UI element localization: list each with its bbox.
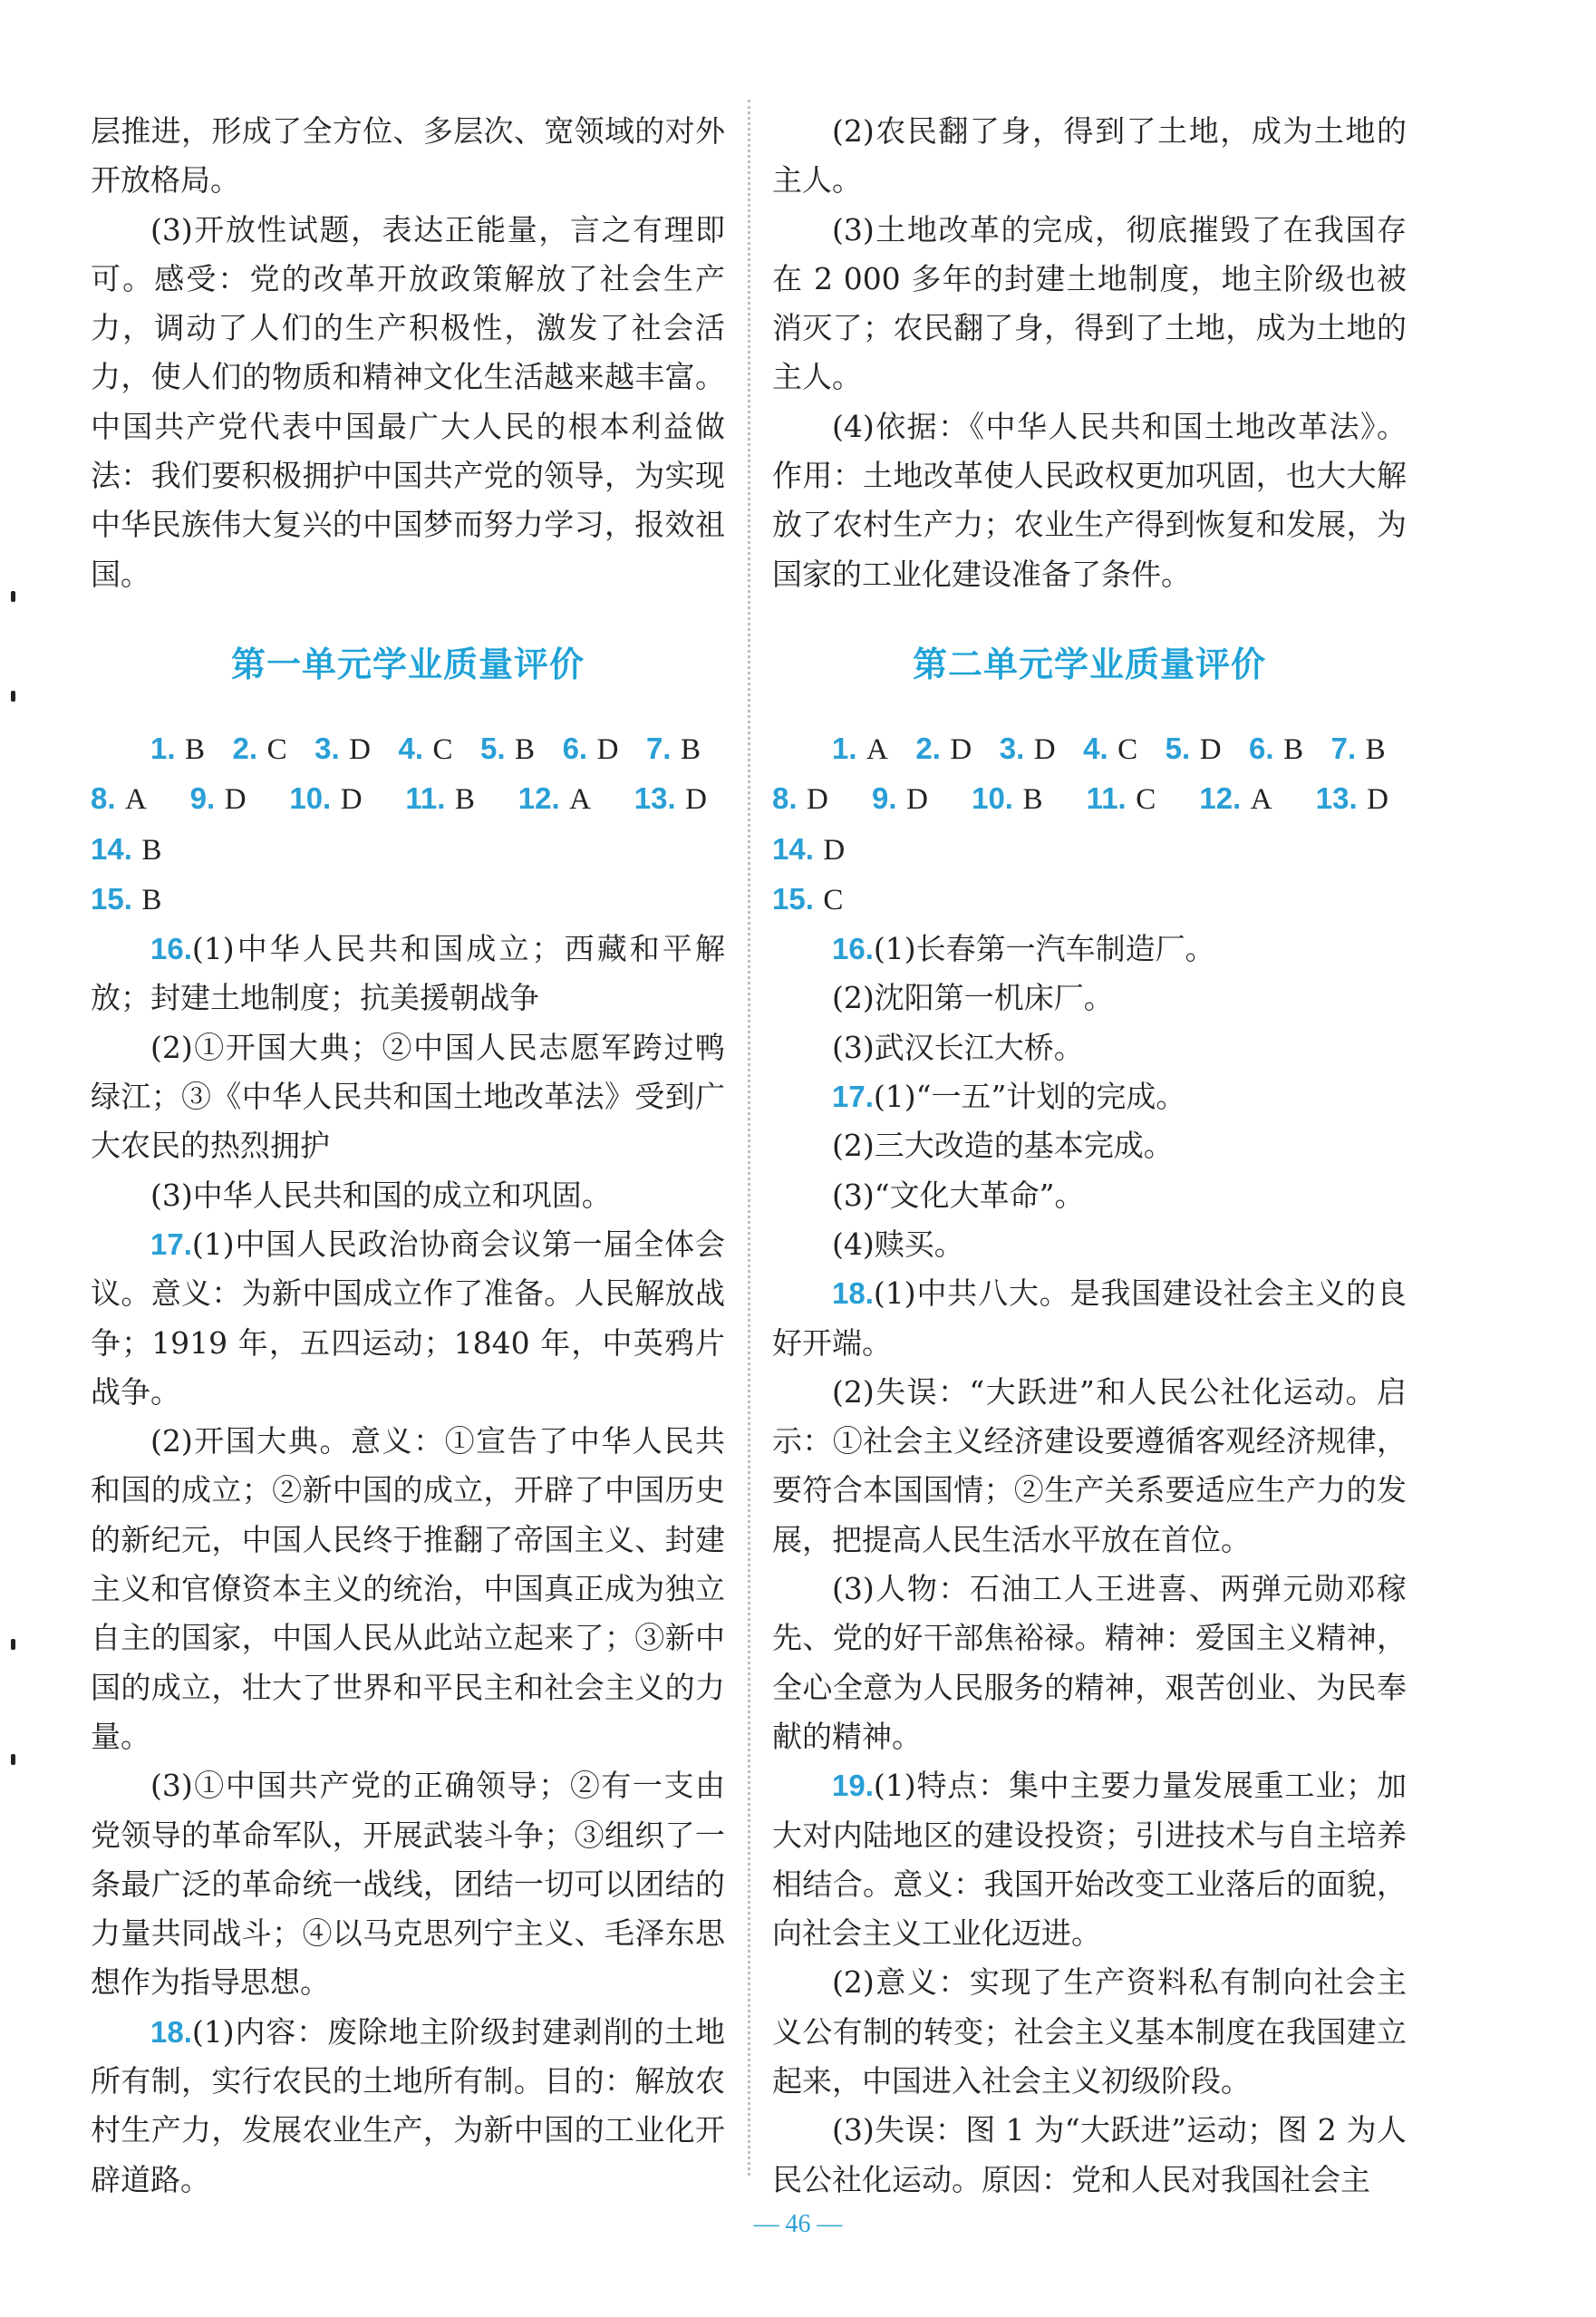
answer-text: (3)人物：石油工人王进喜、两弹元勋邓稼先、党的好干部焦裕禄。精神：爱国主义精神，全心全意为人民服务的精神，艰苦创业、为民奉献的精神。 — [772, 1571, 1407, 1754]
question-number: 4. — [398, 731, 423, 765]
paragraph: (2)农民翻了身，得到了土地，成为土地的主人。 — [772, 113, 1407, 199]
answer-letter: D — [685, 783, 707, 817]
mc-row — [91, 875, 725, 925]
answer-text: (3)失误：图 1 为“大跃进”运动；图 2 为人民公社化运动。原因：党和人民对我国社会主 — [772, 2112, 1407, 2197]
mc-item — [480, 724, 535, 774]
binding-mark — [11, 1639, 15, 1650]
mc-item — [832, 724, 888, 774]
paragraph: (3)开放性试题，表达正能量，言之有理即可。感受：党的改革开放政策解放了社会生产力，调动了人们的生产积极性，激发了社会活力，使人们的物质和精神文化生活越来越丰富。中国共产党代表中国最广大人民的根本利益做法：我们要积极拥护中国共产党的领导，为实现中华民族伟大复兴的中国梦而努力学习，报效祖国。 — [91, 211, 725, 592]
answer-text: (3)“文化大革命”。 — [832, 1177, 1085, 1213]
answer-letter: D — [349, 732, 371, 766]
binding-mark — [11, 591, 15, 602]
answer-paragraph — [91, 2008, 725, 2205]
mc-item — [233, 724, 287, 774]
answer-text: (1)中共八大。是我国建设社会主义的良好开端。 — [772, 1275, 1407, 1361]
mc-item — [772, 774, 828, 824]
answer-letter: C — [1117, 732, 1138, 766]
mc-item — [1249, 724, 1303, 774]
answer-letter: B — [141, 833, 162, 867]
answer-paragraph — [91, 925, 725, 1023]
paragraph: (4)依据：《中华人民共和国土地改革法》。作用：土地改革使人民政权更加巩固，也大大解放了农村生产力；农业生产得到恢复和发展，为国家的工业化建设准备了条件。 — [772, 408, 1407, 592]
answer-letter: B — [680, 732, 701, 766]
answer-text: (2)意义：实现了生产资料私有制向社会主义公有制的转变；社会主义基本制度在我国建立起来，中国进入社会主义初级阶段。 — [772, 1964, 1407, 2099]
page-number: — 46 — — [753, 2210, 843, 2238]
answer-text: (3)武汉长江大桥。 — [832, 1029, 1084, 1065]
answer-text: (4)赎买。 — [832, 1226, 964, 1262]
question-number: 17. — [832, 1080, 874, 1114]
left-column — [91, 107, 725, 2205]
answer-text: (2)开国大典。意义：①宣告了中华人民共和国的成立；②新中国的成立，开辟了中国历史的新纪元，中国人民终于推翻了帝国主义、封建主义和官僚资本主义的统治，中国真正成为独立自主的国家，中国人民从此站立起来了；③新中国的成立，壮大了世界和平民主和社会主义的力量。 — [91, 1423, 725, 1754]
question-number: 12. — [517, 781, 560, 816]
answer-paragraph — [772, 1368, 1407, 1565]
answer-letter: D — [1033, 732, 1056, 766]
question-number: 7. — [645, 731, 672, 765]
answer-letter: B — [515, 732, 536, 766]
question-number: 6. — [562, 731, 588, 765]
answer-paragraph — [772, 974, 1407, 1023]
mc-item — [150, 724, 205, 774]
answer-text: (3)①中国共产党的正确领导；②有一支由党领导的革命军队，开展武装斗争；③组织了一条最广泛的革命统一战线，团结一切可以团结的力量共同战斗；④以马克思列宁主义、毛泽东思想作为指导思想。 — [91, 1768, 725, 2001]
answer-paragraph — [91, 1417, 725, 1761]
mc-item — [1331, 724, 1386, 774]
mc-item — [646, 724, 701, 774]
answer-paragraph — [772, 1761, 1407, 1958]
question-number: 13. — [1315, 781, 1358, 816]
answer-text: (2)沈阳第一机床厂。 — [832, 980, 1114, 1016]
mc-item — [872, 774, 928, 824]
question-number: 17. — [150, 1226, 192, 1261]
right-column — [772, 107, 1407, 2205]
answer-paragraph — [772, 1269, 1407, 1368]
question-number: 9. — [872, 781, 897, 816]
answer-text: (3)中华人民共和国的成立和巩固。 — [150, 1177, 612, 1213]
question-number: 14. — [91, 831, 132, 866]
mc-item — [1316, 774, 1388, 824]
answer-text: (2)失误：“大跃进”和人民公社化运动。启示：①社会主义经济建设要遵循客观经济规律，要符合本国国情；②生产关系要适应生产力的发展，把提高人民生活水平放在首位。 — [772, 1373, 1407, 1557]
answer-letter: C — [266, 732, 287, 766]
answer-text: (1)长春第一汽车制造厂。 — [873, 931, 1215, 967]
mc-item — [518, 774, 591, 824]
answer-letter: C — [823, 883, 844, 916]
answer-paragraph — [772, 1023, 1407, 1072]
question-number: 10. — [289, 781, 332, 816]
answer-paragraph — [772, 1220, 1407, 1269]
mc-row — [91, 774, 725, 875]
question-number: 3. — [999, 731, 1025, 765]
answer-letter: D — [596, 732, 619, 766]
mc-row — [772, 724, 1407, 774]
answer-paragraph — [772, 1072, 1407, 1121]
mc-item — [1087, 774, 1156, 824]
section-title: 第一单元学业质量评价 — [230, 644, 585, 684]
answer-paragraph — [772, 2106, 1407, 2205]
mc-item — [1083, 724, 1137, 774]
answer-text: (1)中国人民政治协商会议第一届全体会议。意义：为新中国成立作了准备。人民解放战争；1919 年，五四运动；1840 年，中英鸦片战争。 — [91, 1226, 725, 1410]
answer-paragraph — [91, 1023, 725, 1171]
mc-item — [91, 774, 147, 824]
mc-item — [1166, 724, 1222, 774]
question-number: 14. — [772, 831, 814, 866]
answer-paragraph — [772, 925, 1407, 974]
mc-item — [972, 774, 1042, 824]
question-number: 6. — [1249, 731, 1274, 765]
answer-letter: D — [1199, 732, 1222, 766]
mc-item — [1000, 724, 1056, 774]
mc-item — [915, 724, 972, 774]
paragraph: (3)土地改革的完成，彻底摧毁了在我国存在 2 000 多年的封建土地制度，地主阶级也被消灭了；农民翻了身，得到了土地，成为土地的主人。 — [772, 211, 1407, 395]
question-number: 8. — [91, 781, 116, 816]
answer-paragraph — [772, 1171, 1407, 1220]
answer-letter: D — [224, 783, 247, 817]
answer-text: (1)中华人民共和国成立；西藏和平解放；封建土地制度；抗美援朝战争 — [91, 931, 725, 1016]
question-number: 11. — [1086, 781, 1127, 816]
answer-text: (2)①开国大典；②中国人民志愿军跨过鸭绿江；③《中华人民共和国土地改革法》受到广大农民的热烈拥护 — [91, 1029, 725, 1164]
section-title: 第二单元学业质量评价 — [912, 644, 1266, 684]
answer-letter: D — [1367, 783, 1389, 817]
mc-item — [1199, 774, 1272, 824]
question-number: 2. — [232, 731, 258, 765]
question-number: 4. — [1083, 731, 1108, 765]
answer-paragraph — [91, 1220, 725, 1417]
answer-letter: A — [866, 732, 888, 766]
mc-item — [91, 825, 161, 875]
question-number: 1. — [150, 731, 176, 765]
answer-letter: D — [906, 783, 928, 817]
question-number: 7. — [1330, 731, 1357, 765]
answer-letter: A — [1250, 783, 1272, 817]
column-divider — [748, 100, 750, 2176]
multiple-choice-answers — [91, 724, 725, 925]
question-number: 5. — [1165, 731, 1191, 765]
mc-item — [190, 774, 247, 824]
question-number: 10. — [972, 781, 1013, 816]
binding-mark — [11, 1754, 15, 1765]
mc-row — [772, 774, 1407, 875]
answer-letter: B — [141, 883, 162, 916]
answer-letter: A — [125, 783, 147, 817]
paragraph: 层推进，形成了全方位、多层次、宽领域的对外开放格局。 — [91, 113, 725, 199]
question-number: 16. — [832, 932, 874, 966]
question-number: 18. — [150, 2014, 192, 2049]
multiple-choice-answers — [772, 724, 1407, 925]
mc-item — [772, 825, 845, 875]
answer-letter: B — [1022, 783, 1043, 817]
mc-item — [634, 774, 707, 824]
answer-paragraph — [91, 1171, 725, 1220]
answer-letter: D — [950, 732, 972, 766]
answer-paragraph — [772, 1565, 1407, 1761]
answer-letter: B — [185, 732, 206, 766]
mc-item — [314, 724, 371, 774]
mc-item — [772, 875, 843, 925]
answer-text: (1)内容：废除地主阶级封建剥削的土地所有制，实行农民的土地所有制。目的：解放农村生产力，发展农业生产，为新中国的工业化开辟道路。 — [91, 2013, 725, 2197]
mc-item — [398, 724, 452, 774]
mc-row — [91, 724, 725, 774]
binding-mark — [11, 691, 15, 702]
answer-text: (2)三大改造的基本完成。 — [832, 1128, 1174, 1164]
question-number: 18. — [832, 1276, 874, 1311]
question-number: 3. — [314, 731, 340, 765]
question-number: 9. — [189, 781, 216, 816]
mc-row — [772, 875, 1407, 925]
answer-paragraph — [91, 1761, 725, 2007]
question-number: 19. — [832, 1769, 874, 1803]
question-number: 15. — [91, 881, 132, 916]
question-number: 5. — [480, 731, 506, 765]
answer-paragraph — [772, 1121, 1407, 1170]
question-number: 16. — [150, 932, 192, 966]
question-number: 1. — [832, 731, 857, 765]
answer-letter: D — [807, 783, 828, 817]
question-number: 8. — [772, 781, 798, 816]
question-number: 13. — [634, 781, 676, 816]
question-number: 2. — [915, 731, 941, 765]
question-number: 15. — [772, 881, 814, 916]
answer-text: (1)特点：集中主要力量发展重工业；加大对内陆地区的建设投资；引进技术与自主培养相结合。意义：我国开始改变工业落后的面貌，向社会主义工业化迈进。 — [772, 1768, 1407, 1952]
question-number: 11. — [405, 781, 446, 816]
answer-letter: D — [823, 833, 846, 867]
answer-letter: B — [454, 783, 475, 817]
answer-letter: B — [1365, 732, 1386, 766]
answer-paragraph — [772, 1958, 1407, 2106]
answer-letter: C — [1136, 783, 1156, 817]
answer-letter: C — [432, 732, 453, 766]
mc-item — [405, 774, 475, 824]
mc-item — [563, 724, 619, 774]
answer-letter: A — [569, 783, 591, 817]
question-number: 12. — [1199, 781, 1242, 816]
answer-letter: B — [1283, 732, 1304, 766]
mc-item — [91, 875, 161, 925]
answer-letter: D — [340, 783, 363, 817]
answer-text: (1)“一五”计划的完成。 — [873, 1079, 1186, 1115]
mc-item — [289, 774, 362, 824]
